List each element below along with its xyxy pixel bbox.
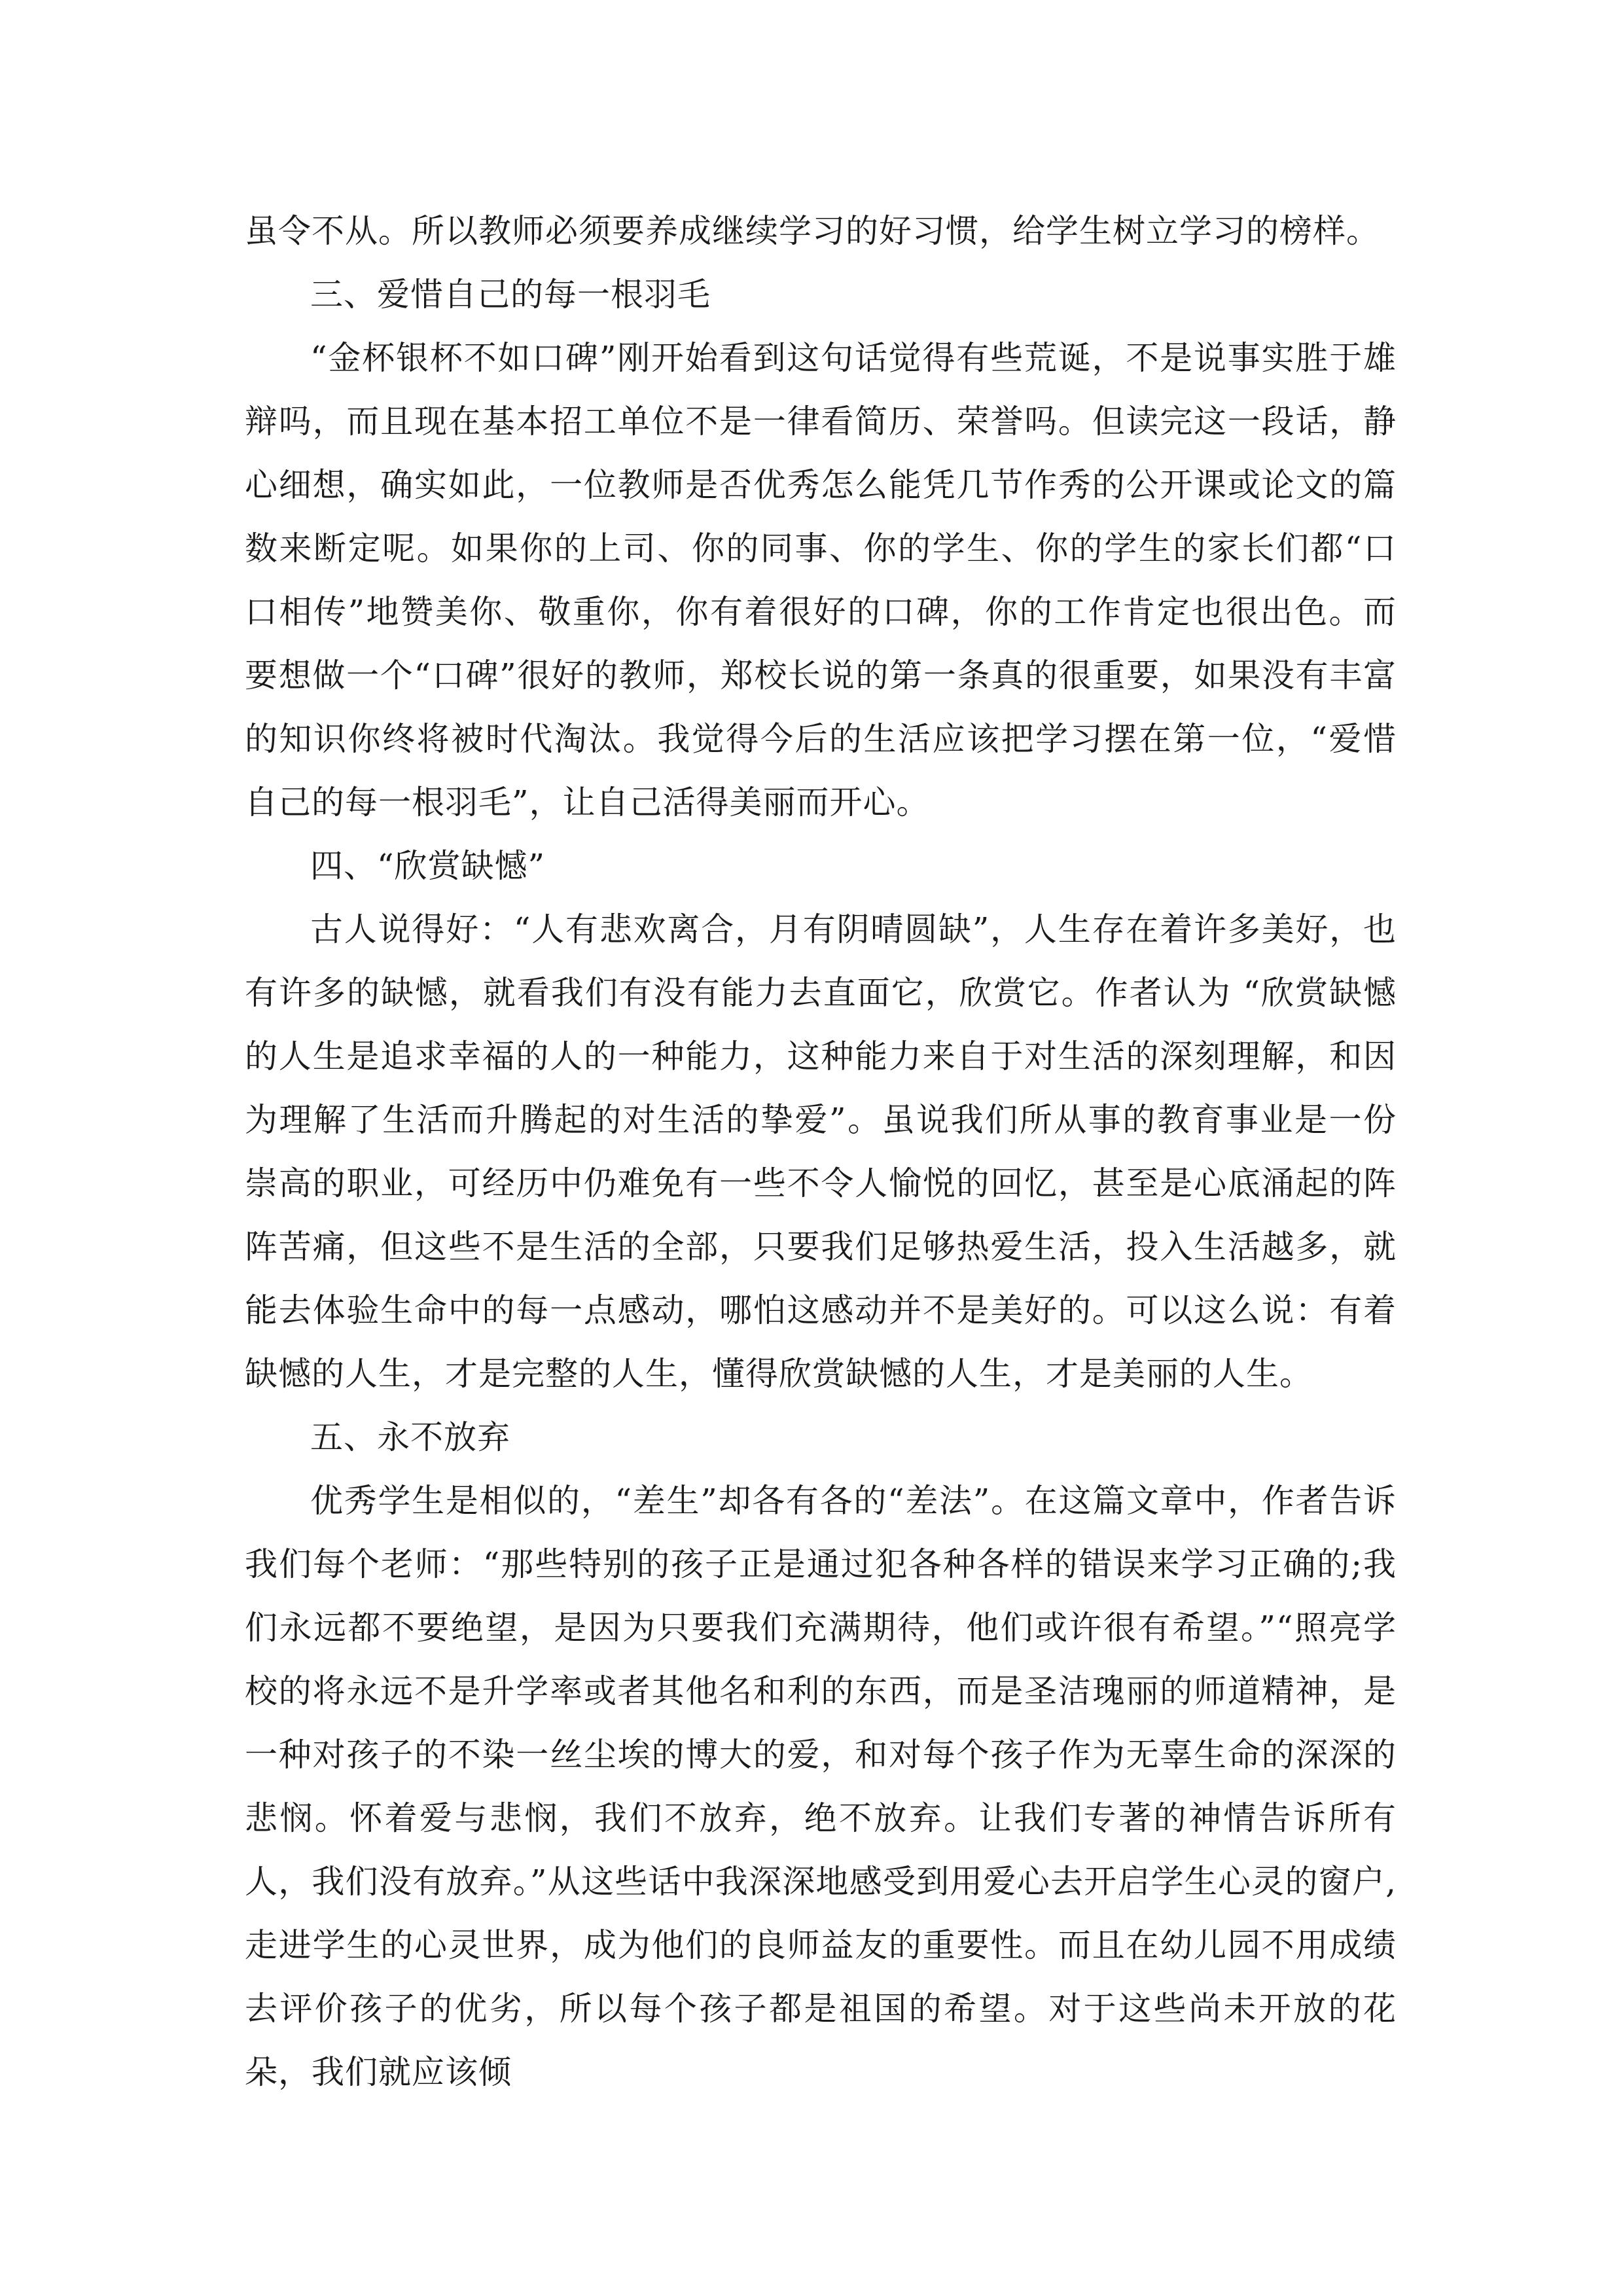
paragraph-section-5: 优秀学生是相似的，“差生”却各有各的“差法”。在这篇文章中，作者告诉我们每个老师：“那些特别的孩子正是通过犯各种各样的错误来学习正确的;我们永远都不要绝望，是因为只要我们充满期待，他们或许很有希望。”“照亮学校的将永远不是升学率或者其他名和利的东西，而是圣洁瑰丽的师道精神，是一种对孩子的不染一丝尘埃的博大的爱，和对每个孩子作为无辜生命的深深的悲悯。怀着爱与悲悯，我们不放弃，绝不放弃。让我们专著的神情告诉所有人，我们没有放弃。”从这些话中我深深地感受到用爱心去开启学生心灵的窗户,走进学生的心灵世界，成为他们的良师益友的重要性。而且在幼儿园不用成绩去评价孩子的优劣，所以每个孩子都是祖国的希望。对于这些尚未开放的花朵，我们就应该倾 <box>245 1482 1397 2091</box>
paragraph-section-3: “金杯银杯不如口碑”刚开始看到这句话觉得有些荒诞，不是说事实胜于雄辩吗，而且现在基本招工单位不是一律看简历、荣誉吗。但读完这一段话，静心细想，确实如此，一位教师是否优秀怎么能凭几节作秀的公开课或论文的篇数来断定呢。如果你的上司、你的同事、你的学生、你的学生的家长们都“口口相传”地赞美你、敬重你，你有着很好的口碑，你的工作肯定也很出色。而要想做一个“口碑”很好的教师，郑校长说的第一条真的很重要，如果没有丰富的知识你终将被时代淘汰。我觉得今后的生活应该把学习摆在第一位，“爱惜自己的每一根羽毛”，让自己活得美丽而开心。 <box>245 339 1397 821</box>
paragraph-section-4: 古人说得好：“人有悲欢离合，月有阴晴圆缺”，人生存在着许多美好，也有许多的缺憾，就看我们有没有能力去直面它，欣赏它。作者认为 “欣赏缺憾的人生是追求幸福的人的一种能力，这种能力来自于对生活的深刻理解，和因为理解了生活而升腾起的对生活的挚爱”。虽说我们所从事的教育事业是一份崇高的职业，可经历中仍难免有一些不令人愉悦的回忆，甚至是心底涌起的阵阵苦痛，但这些不是生活的全部，只要我们足够热爱生活，投入生活越多，就能去体验生命中的每一点感动，哪怕这感动并不是美好的。可以这么说：有着缺憾的人生，才是完整的人生，懂得欣赏缺憾的人生，才是美丽的人生。 <box>245 910 1397 1393</box>
section-heading-4: 四、“欣赏缺憾” <box>310 847 546 885</box>
section-heading-5: 五、永不放弃 <box>310 1418 510 1456</box>
paragraph-continuation: 虽令不从。所以教师必须要养成继续学习的好习惯，给学生树立学习的榜样。 <box>245 212 1380 250</box>
section-heading-3: 三、爱惜自己的每一根羽毛 <box>310 276 711 314</box>
document-body <box>245 200 1397 2104</box>
